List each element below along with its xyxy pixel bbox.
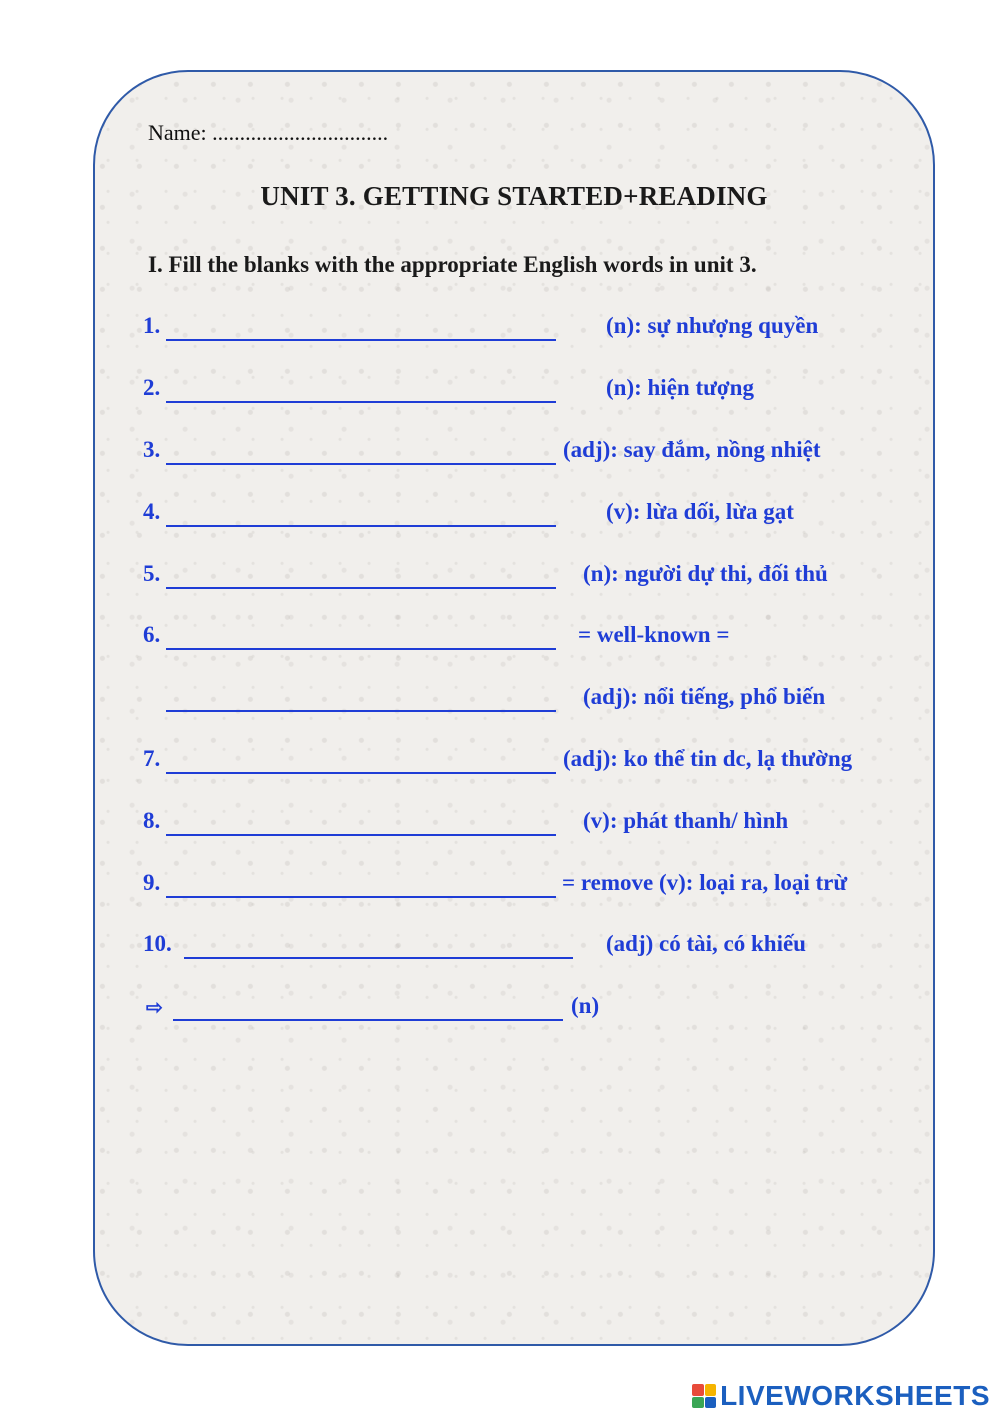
item-number: 9. (143, 870, 161, 895)
answer-blank-4[interactable] (166, 525, 556, 527)
exercise-row-derived (0, 993, 1000, 1027)
exercise-row-8 (0, 808, 1000, 842)
answer-blank-1[interactable] (166, 339, 556, 341)
exercise-instruction: I. Fill the blanks with the appropriate English words in unit 3. (148, 252, 757, 277)
item-definition: (v): phát thanh/ hình (583, 808, 789, 833)
answer-blank-6a[interactable] (166, 648, 556, 650)
item-definition: (n): hiện tượng (606, 375, 754, 400)
answer-blank-10[interactable] (184, 957, 573, 959)
answer-blank-11[interactable] (173, 1019, 563, 1021)
exercise-row-2 (0, 375, 1000, 409)
exercise-row-7 (0, 746, 1000, 780)
worksheet-title: UNIT 3. GETTING STARTED+READING (260, 181, 768, 211)
answer-blank-9[interactable] (166, 896, 556, 898)
brand-name[interactable]: LIVEWORKSHEETS (720, 1380, 990, 1411)
item-number: 2. (143, 375, 161, 400)
logo-square (692, 1384, 704, 1396)
item-definition: (n): sự nhượng quyền (606, 313, 819, 338)
item-number: 4. (143, 499, 161, 524)
item-number: 8. (143, 808, 161, 833)
item-definition: = well-known = (578, 622, 730, 647)
item-definition: (adj): say đắm, nồng nhiệt (563, 437, 821, 462)
name-field-label: Name: ................................ (148, 120, 389, 145)
logo-square (692, 1397, 704, 1409)
item-definition: (adj): ko thể tin dc, lạ thường (563, 746, 853, 771)
item-number: 3. (143, 437, 161, 462)
answer-blank-8[interactable] (166, 834, 556, 836)
item-definition: (adj) có tài, có khiếu (606, 931, 806, 956)
item-definition: (n) (571, 993, 600, 1018)
logo-square (705, 1397, 717, 1409)
liveworksheets-footer (692, 1380, 990, 1412)
item-number: 6. (143, 622, 161, 647)
exercise-row-3 (0, 437, 1000, 471)
answer-blank-3[interactable] (166, 463, 556, 465)
exercise-row-5 (0, 561, 1000, 595)
answer-blank-6b[interactable] (166, 710, 556, 712)
exercise-row-9 (0, 870, 1000, 904)
item-number: 1. (143, 313, 161, 338)
answer-blank-7[interactable] (166, 772, 556, 774)
item-definition: (v): lừa dối, lừa gạt (606, 499, 794, 524)
logo-square (705, 1384, 717, 1396)
item-number: 5. (143, 561, 161, 586)
answer-blank-5[interactable] (166, 587, 556, 589)
item-definition: = remove (v): loại ra, loại trừ (562, 870, 848, 895)
answer-blank-2[interactable] (166, 401, 556, 403)
item-definition: (n): người dự thi, đối thủ (583, 561, 828, 586)
exercise-row-1 (0, 313, 1000, 347)
exercise-row-6 (0, 622, 1000, 656)
arrow-right-icon: ⇨ (146, 997, 163, 1019)
exercise-row-6b (0, 684, 1000, 718)
exercise-row-4 (0, 499, 1000, 533)
item-number: 10. (143, 931, 172, 956)
liveworksheets-logo-icon (692, 1384, 716, 1408)
exercise-row-10 (0, 931, 1000, 965)
item-definition: (adj): nổi tiếng, phổ biến (583, 684, 826, 709)
item-number: 7. (143, 746, 161, 771)
